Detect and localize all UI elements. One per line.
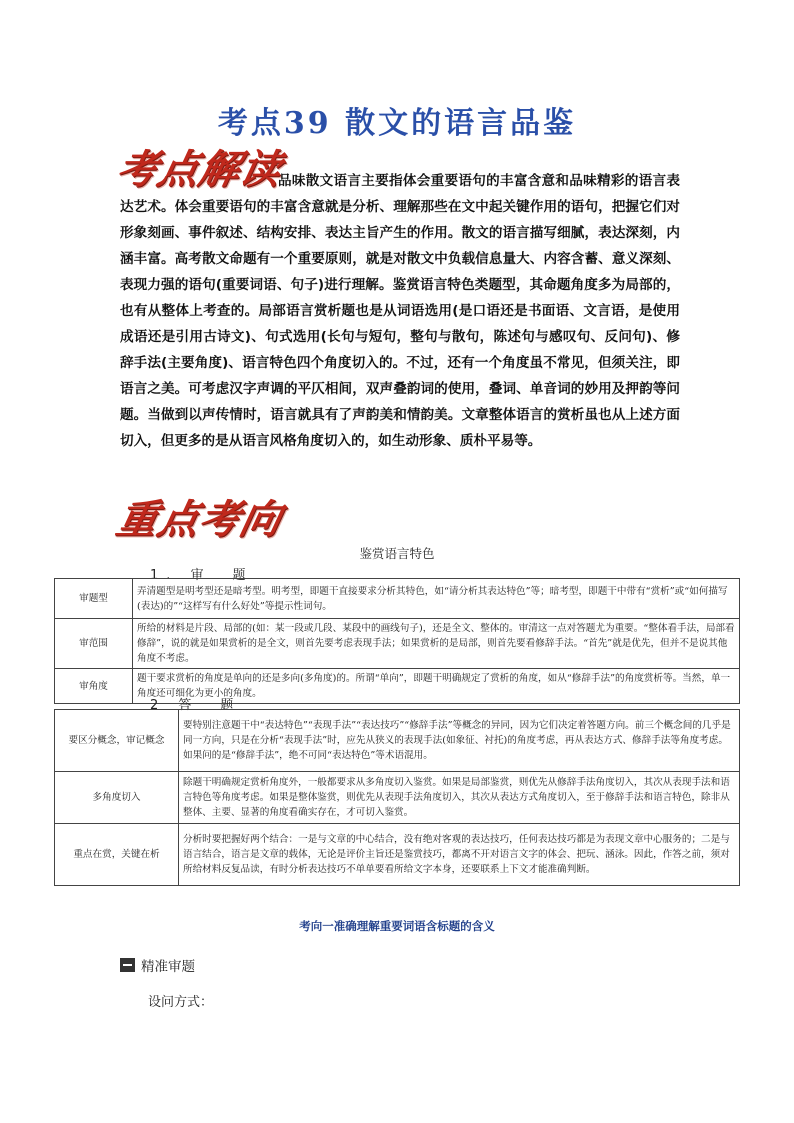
table-row	[55, 824, 740, 886]
row-text: 弄清题型是明考型还是暗考型。明考型，即题干直接要求分析其特色，如“请分析其表达特色”等；暗考型，即题干中带有“赏析”或“如何描写(表达)的”“这样写有什么好处”等提示性词句。	[133, 579, 740, 619]
question-prompt: 设问方式：	[148, 995, 214, 1010]
table-dati	[54, 709, 740, 886]
table-shenti	[54, 578, 740, 704]
intro-paragraph: 品味散文语言主要指体会重要语句的丰富含意和品味精彩的语言表达艺术。体会重要语句的丰富含意就是分析、理解那些在文中起关键作用的语句，把握它们对形象刻画、事件叙述、结构安排、表达主旨产生的作用。散文的语言描写细腻，表达深刻，内涵丰富。高考散文命题有一个重要原则，就是对散文中负载信息量大、内容含蓄、意义深刻、表现力强的语句(重要词语、句子)进行理解。鉴赏语言特色类题型，其命题角度多为局部的，也有从整体上考查的。局部语言赏析题也是从词语选用(是口语还是书面语、文言语，是使用成语还是引用古诗文)、句式选用(长句与短句，整句与散句，陈述句与感叹句、反问句)、修辞手法(主要角度)、语言特色四个角度切入的。不过，还有一个角度虽不常见，但须关注，即语言之美。可考虑汉字声调的平仄相间，双声叠韵词的使用，叠词、单音词的妙用及押韵等问题。当做到以声传情时，语言就具有了声韵美和情韵美。文章整体语言的赏析虽也从上述方面切入，但更多的是从语言风格角度切入的，如生动形象、质朴平易等。	[120, 173, 680, 449]
row-text: 分析时要把握好两个结合：一是与文章的中心结合，没有绝对客观的表达技巧，任何表达技巧都是为表现文章中心服务的；二是与语言结合，语言是文章的载体，无论是评价主旨还是鉴赏技巧，都离不开对语言文字的体会、把玩、涵泳。因此，作答之前，须对所给材料反复品读，有时分析表达技巧不单单要看所给文字本身，还要联系上下文才能准确判断。	[179, 824, 740, 886]
direction-title: 考向一准确理解重要词语含标题的含义	[299, 919, 495, 933]
section-stamp-zhongdian-kaoxiang: 重点考向	[112, 496, 287, 543]
table-row	[55, 772, 740, 824]
row-label: 审题型	[55, 579, 133, 619]
subsection-heading-label: 精准审题	[141, 959, 195, 975]
table-row	[55, 579, 740, 619]
row-text: 除题干明确规定赏析角度外，一般都要求从多角度切入鉴赏。如果是局部鉴赏，则优先从修辞手法角度切入，其次从表现手法和语言特色等角度考虑。如果是整体鉴赏，则优先从表现手法角度切入，其次从表达方式角度切入，至于修辞手法和语言特色，除非从整体、主要、显著的角度看确实存在，才可切入鉴赏。	[179, 772, 740, 824]
section-label-shenti: 1. 审 题	[150, 568, 254, 583]
page-title: 考点39 散文的语言品鉴	[217, 106, 577, 141]
row-label: 多角度切入	[55, 772, 179, 824]
row-text: 题干要求赏析的角度是单向的还是多向(多角度)的。所谓“单向”，即题干明确规定了赏析的角度，如从“修辞手法”的角度赏析等。当然，单一角度还可细化为更小的角度。	[133, 669, 740, 704]
row-label: 重点在赏，关键在析	[55, 824, 179, 886]
subheading: 鉴赏语言特色	[359, 546, 435, 561]
section-label-dati: 2 答 题	[150, 698, 242, 713]
subsection-heading	[120, 955, 195, 975]
table-row	[55, 619, 740, 669]
row-label: 审范围	[55, 619, 133, 669]
row-text: 要特别注意题干中“表达特色”“表现手法”“表达技巧”“修辞手法”等概念的异同，因为它们决定着答题方向。前三个概念间的几乎是同一方向，只是在分析“表现手法”时，应先从狭义的表现手法(如象征、衬托)的角度考虑，再从表达方式、修辞手法等角度考虑。如果问的是“修辞手法”，绝不可同“表达特色”等术语混用。	[179, 710, 740, 772]
row-text: 所给的材料是片段、局部的(如：某一段或几段、某段中的画线句子)，还是全文、整体的。审清这一点对答题尤为重要。“整体看手法，局部看修辞”，说的就是如果赏析的是全文，则首先要考虑表现手法；如果赏析的是局部，则首先要看修辞手法。“首先”就是优先，但并不是说其他角度不考虑。	[133, 619, 740, 669]
section-stamp-kaodian-jiedu: 考点解读	[112, 146, 287, 193]
row-label: 要区分概念，审记概念	[55, 710, 179, 772]
heading-marker-icon	[120, 958, 135, 972]
table-row	[55, 710, 740, 772]
row-label: 审角度	[55, 669, 133, 704]
